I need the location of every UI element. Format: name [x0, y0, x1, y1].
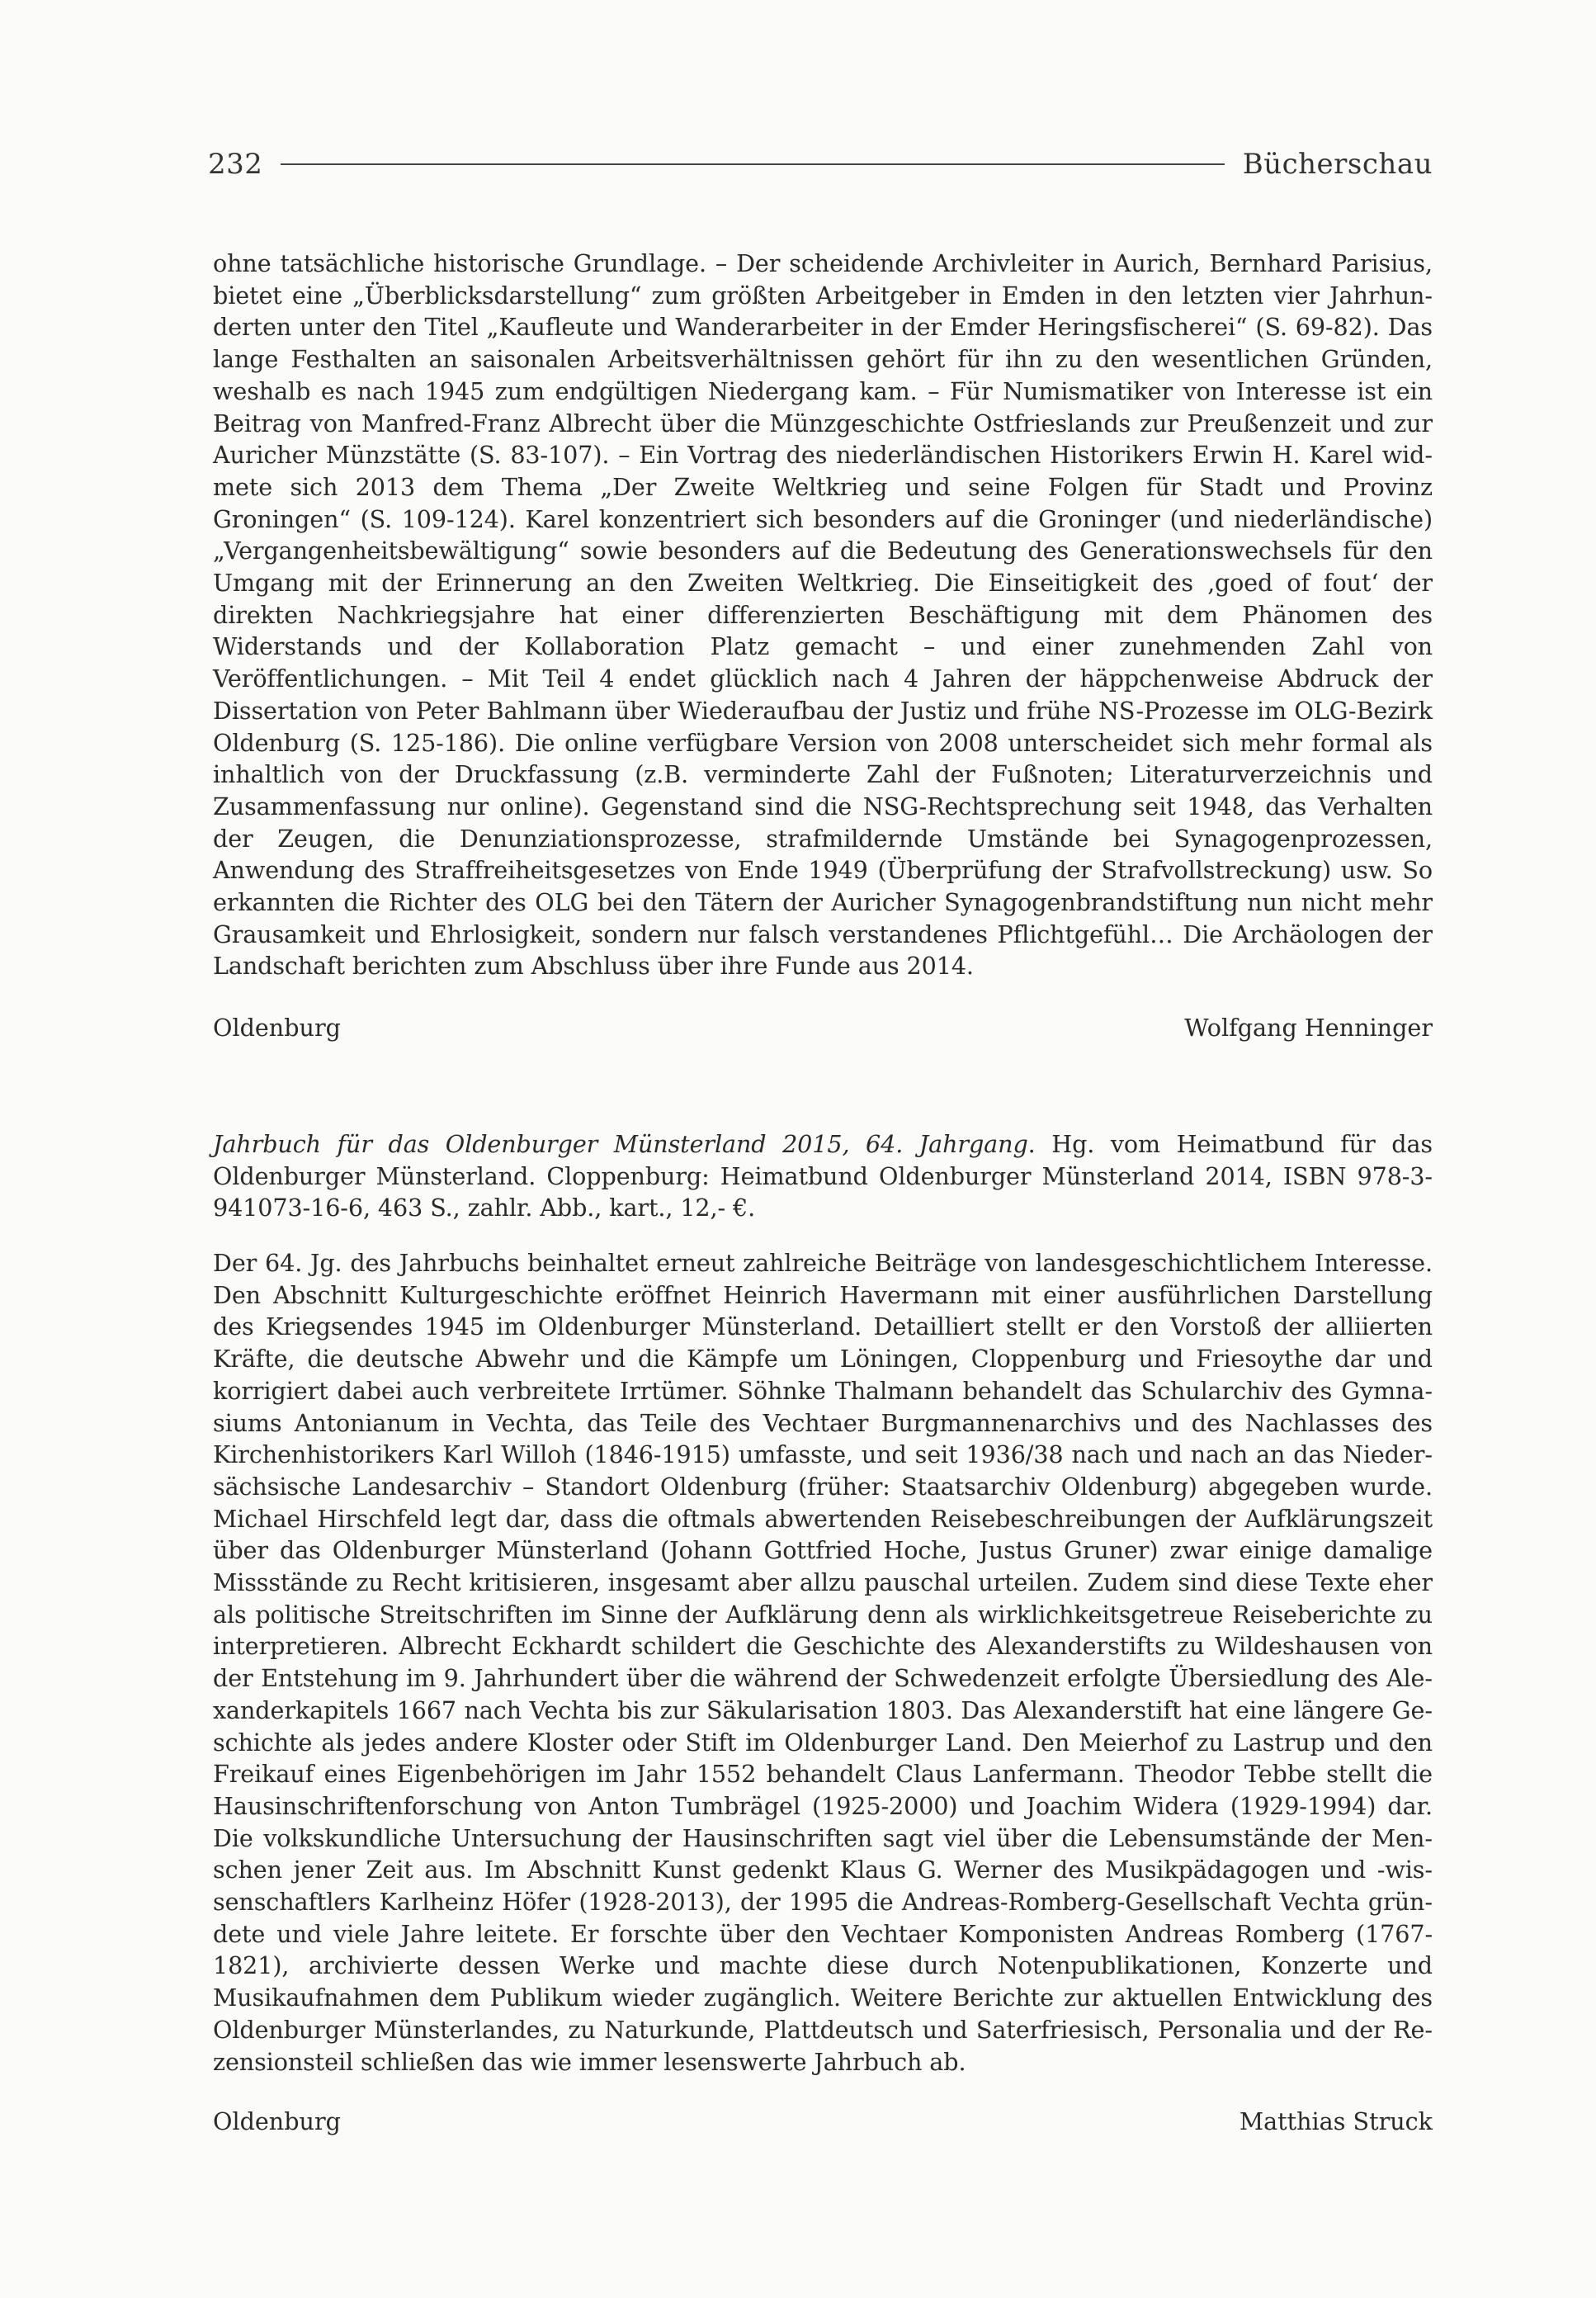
header-rule: [281, 163, 1224, 165]
review-2-author: Matthias Struck: [1239, 2107, 1433, 2136]
page-number: 232: [208, 148, 263, 181]
page-header: [208, 145, 1433, 183]
review-2-bibliographic-entry: [213, 1128, 1433, 1224]
page-content: [213, 248, 1433, 2138]
review-1-place: Oldenburg: [213, 1014, 341, 1043]
review-2-place: Oldenburg: [213, 2107, 341, 2136]
review-1-body: ohne tatsächliche historische Grundlage. – Der scheidende Archivleiter in Aurich, Bernhard Parisius, bietet eine „Überblicksdarstellung“ zum größten Arbeitgeber in Emden in den letzten vier Jahrhunderten unter den Titel „Kaufleute und Wanderarbeiter in der Emder Heringsfischerei“ (S. 69-82). Das lange Festhalten an saisonalen Arbeitsverhältnissen gehört für ihn zu den wesentlichen Gründen, weshalb es nach 1945 zum endgültigen Niedergang kam. – Für Numismatiker von Interesse ist ein Beitrag von Manfred-Franz Albrecht über die Münzgeschichte Ostfrieslands zur Preußenzeit und zur Auricher Münzstätte (S. 83-107). – Ein Vortrag des niederländischen Historikers Erwin H. Karel widmete sich 2013 dem Thema „Der Zweite Weltkrieg und seine Folgen für Stadt und Provinz Groningen“ (S. 109-124). Karel konzentriert sich besonders auf die Groninger (und niederländische) „Vergangenheitsbewältigung“ sowie besonders auf die Bedeutung des Generationswechsels für den Umgang mit der Erinnerung an den Zweiten Weltkrieg. Die Einseitigkeit des ‚goed of fout‘ der direkten Nachkriegsjahre hat einer differenzierten Beschäftigung mit dem Phänomen des Widerstands und der Kollaboration Platz gemacht – und einer zunehmenden Zahl von Veröffentlichungen. – Mit Teil 4 endet glücklich nach 4 Jahren der häppchenweise Abdruck der Dissertation von Peter Bahlmann über Wiederaufbau der Justiz und frühe NS-Prozesse im OLG-Bezirk Oldenburg (S. 125-186). Die online verfügbare Version von 2008 unterscheidet sich mehr formal als inhaltlich von der Druckfassung (z.B. verminderte Zahl der Fußnoten; Literaturverzeichnis und Zusammenfassung nur online). Gegenstand sind die NSG-Rechtsprechung seit 1948, das Verhalten der Zeugen, die Denunziationsprozesse, strafmildernde Umstände bei Synagogenprozessen, Anwendung des Straffreiheitsgesetzes von Ende 1949 (Überprüfung der Strafvollstreckung) usw. So erkannten die Richter des OLG bei den Tätern der Auricher Synagogenbrandstiftung nun nicht mehr Grausamkeit und Ehrlosigkeit, sondern nur falsch verstandenes Pflichtgefühl… Die Archäologen der Landschaft berichten zum Abschluss über ihre Funde aus 2014.: [213, 249, 1433, 981]
review-1-signature: [213, 1012, 1433, 1044]
review-2-signature: [213, 2106, 1433, 2138]
review-2-book-title: Jahrbuch für das Oldenburger Münsterland 2015, 64. Jahrgang: [213, 1129, 1028, 1158]
running-title: Bücherschau: [1242, 148, 1433, 181]
review-2-body: Der 64. Jg. des Jahrbuchs beinhaltet erneut zahlreiche Beiträge von landesgeschichtlichem Interesse. Den Abschnitt Kulturgeschichte eröffnet Heinrich Havermann mit einer ausführlichen Darstellung des Kriegsendes 1945 im Oldenburger Münsterland. Detailliert stellt er den Vorstoß der alliierten Kräfte, die deutsche Abwehr und die Kämpfe um Löningen, Cloppenburg und Friesoythe dar und korrigiert dabei auch verbreitete Irrtümer. Söhnke Thalmann behandelt das Schularchiv des Gymnasiums Antonianum in Vechta, das Teile des Vechtaer Burgmannenarchivs und des Nachlasses des Kirchenhistorikers Karl Willoh (1846-1915) umfasste, und seit 1936/38 nach und nach an das Niedersächsische Landesarchiv – Standort Oldenburg (früher: Staatsarchiv Oldenburg) abgegeben wurde. Michael Hirschfeld legt dar, dass die oftmals abwertenden Reisebeschreibungen der Aufklärungszeit über das Oldenburger Münsterland (Johann Gottfried Hoche, Justus Gruner) zwar einige damalige Missstände zu Recht kritisieren, insgesamt aber allzu pauschal urteilen. Zudem sind diese Texte eher als politische Streitschriften im Sinne der Aufklärung denn als wirklichkeitsgetreue Reiseberichte zu interpretieren. Albrecht Eckhardt schildert die Geschichte des Alexanderstifts zu Wildeshausen von der Entstehung im 9. Jahrhundert über die während der Schwedenzeit erfolgte Übersiedlung des Alexanderkapitels 1667 nach Vechta bis zur Säkularisation 1803. Das Alexanderstift hat eine längere Geschichte als jedes andere Kloster oder Stift im Oldenburger Land. Den Meierhof zu Lastrup und den Freikauf eines Eigenbehörigen im Jahr 1552 behandelt Claus Lanfermann. Theodor Tebbe stellt die Hausinschriftenforschung von Anton Tumbrägel (1925-2000) und Joachim Widera (1929-1994) dar. Die volkskundliche Untersuchung der Hausinschriften sagt viel über die Lebensumstände der Menschen jener Zeit aus. Im Abschnitt Kunst gedenkt Klaus G. Werner des Musikpädagogen und -wissenschaftlers Karlheinz Höfer (1928-2013), der 1995 die Andreas-Romberg-Gesellschaft Vechta gründete und viele Jahre leitete. Er forschte über den Vechtaer Komponisten Andreas Romberg (1767-1821), archivierte dessen Werke und machte diese durch Notenpublikationen, Konzerte und Musikaufnahmen dem Publikum wieder zugänglich. Weitere Berichte zur aktuellen Entwicklung des Oldenburger Münsterlandes, zu Naturkunde, Plattdeutsch und Saterfriesisch, Personalia und der Rezensionsteil schließen das wie immer lesenswerte Jahrbuch ab.: [213, 1248, 1433, 2076]
review-1-author: Wolfgang Henninger: [1184, 1014, 1433, 1043]
review-2-book-details: . Hg. vom Heimatbund für das Oldenburger Münsterland. Cloppenburg: Heimatbund Oldenburger Münsterland 2014, ISBN 978-3-941073-16-6, 463 S., zahlr. Abb., kart., 12,- €.: [213, 1129, 1433, 1222]
